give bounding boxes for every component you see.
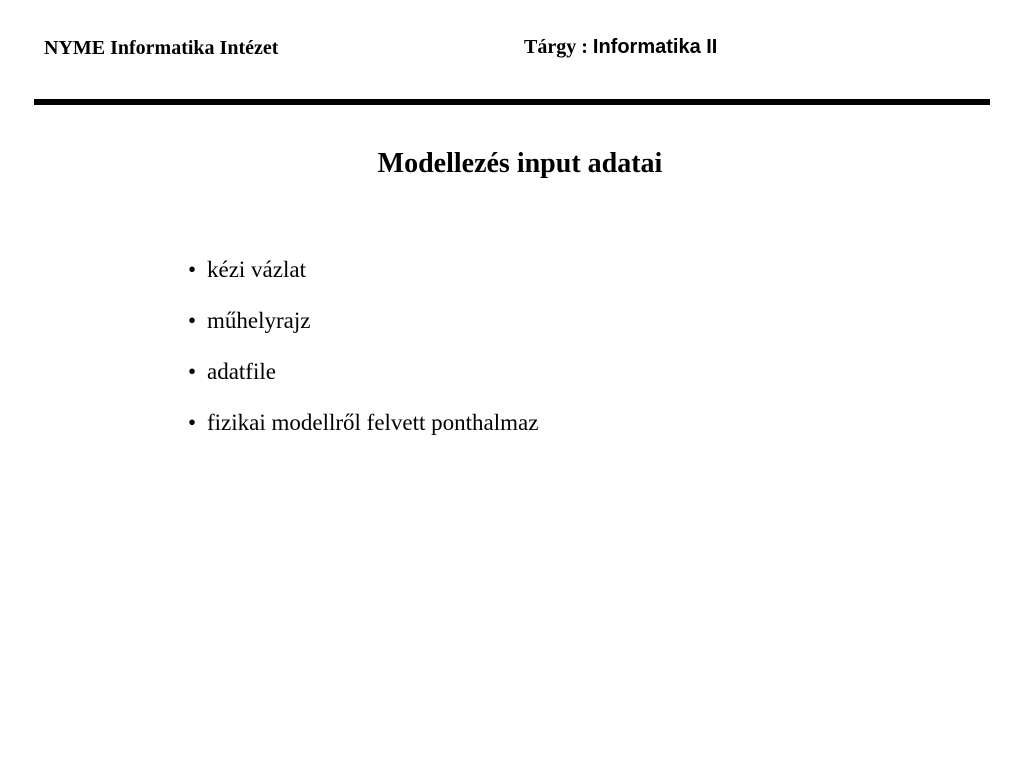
bullet-symbol: • (188, 410, 197, 435)
bullet-text: műhelyrajz (207, 308, 311, 333)
subject-heading (524, 33, 717, 61)
bullet-text: kézi vázlat (207, 257, 306, 282)
bullet-symbol: • (188, 359, 197, 384)
bullet-item (188, 306, 538, 357)
subject-label: Tárgy : (524, 36, 588, 58)
institute-name: NYME Informatika Intézet (44, 37, 279, 59)
subject-value: Informatika II (592, 36, 718, 58)
bullet-text: adatfile (207, 359, 276, 384)
bullet-list (188, 255, 538, 459)
bullet-symbol: • (188, 257, 197, 282)
bullet-item (188, 255, 538, 306)
bullet-text: fizikai modellről felvett ponthalmaz (207, 410, 539, 435)
bullet-symbol: • (188, 308, 197, 333)
bullet-item (188, 357, 538, 408)
bullet-item (188, 408, 538, 459)
slide-title: Modellezés input adatai (377, 148, 663, 179)
header-divider (34, 99, 990, 105)
